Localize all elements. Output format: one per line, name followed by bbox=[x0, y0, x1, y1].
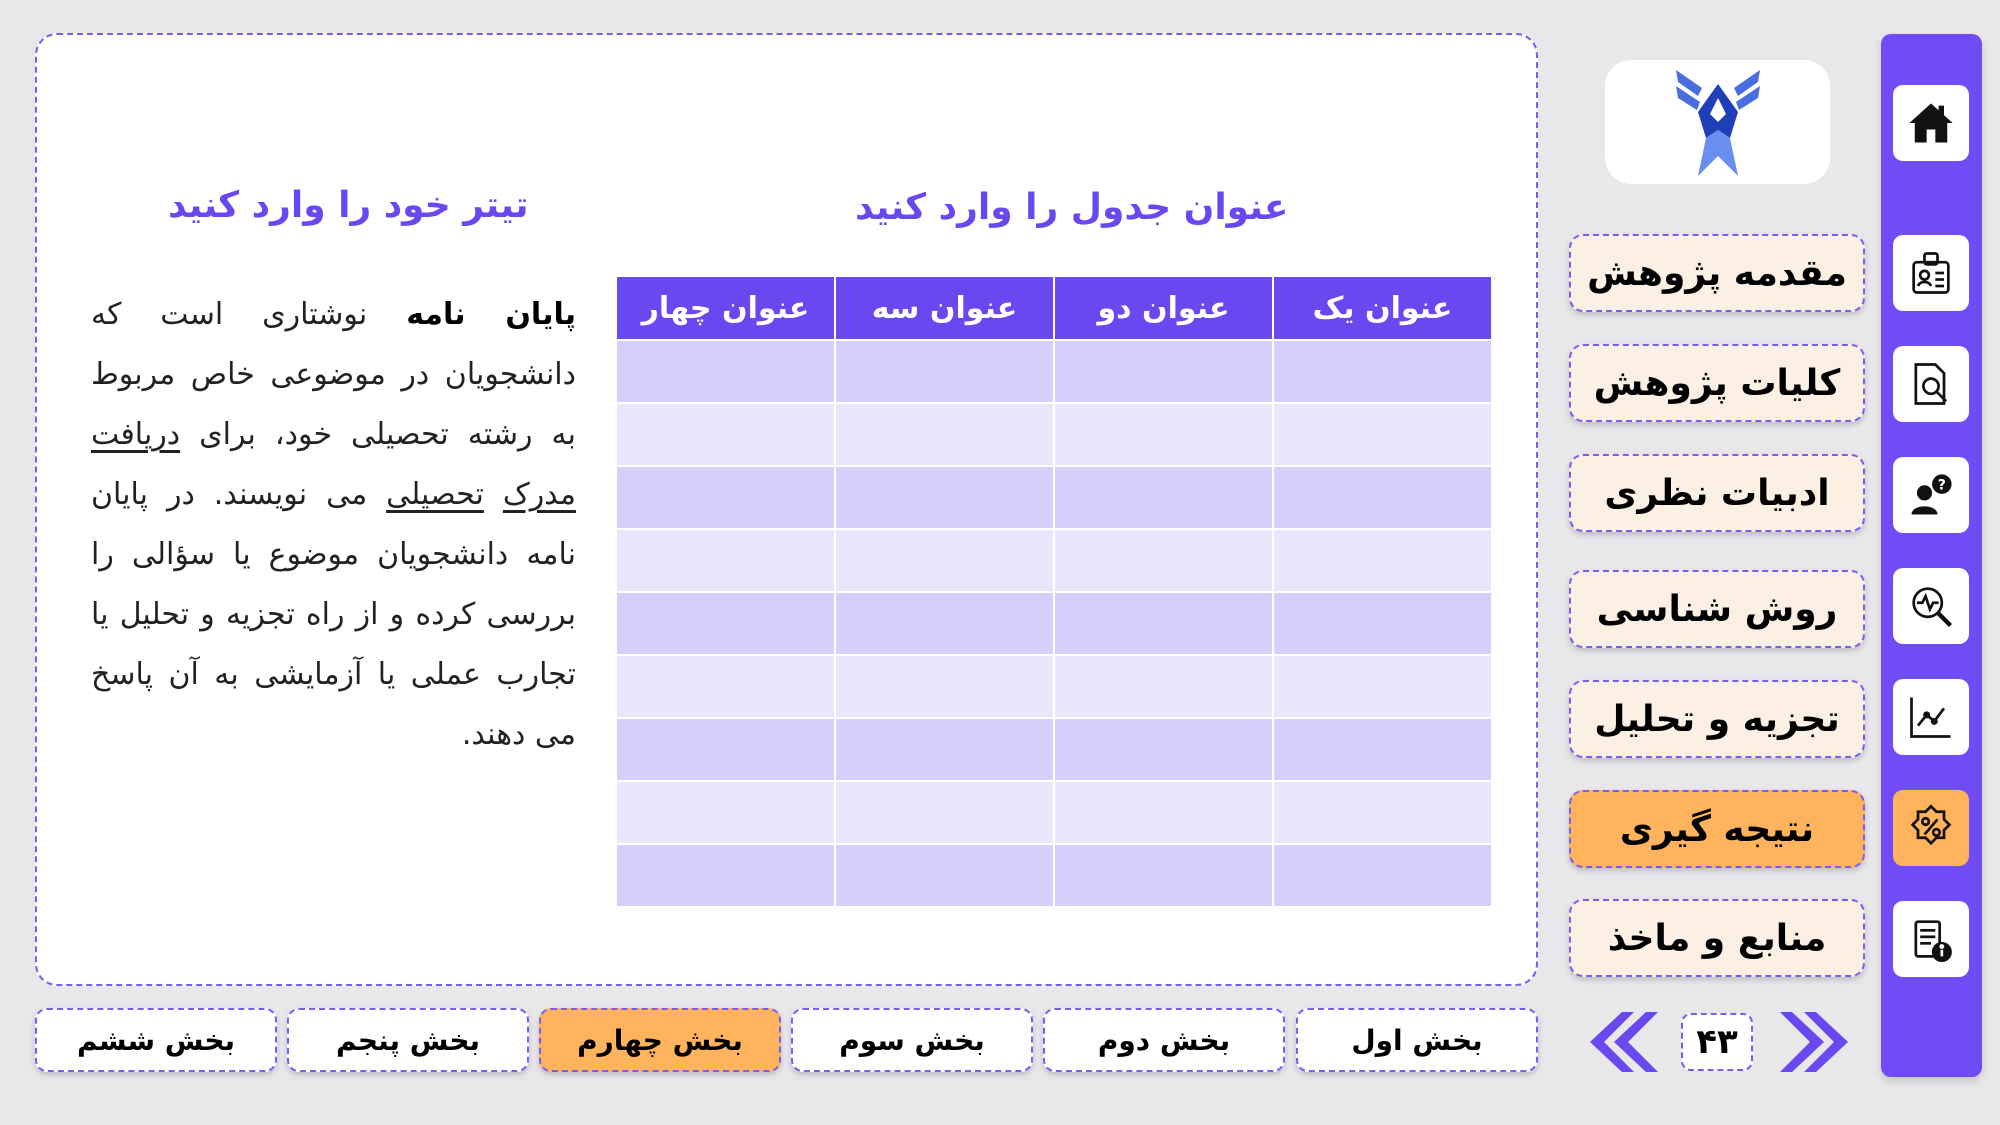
body-bold-lead: پایان نامه bbox=[406, 297, 576, 332]
table-cell[interactable] bbox=[1054, 781, 1273, 844]
table-cell[interactable] bbox=[1054, 466, 1273, 529]
table-cell[interactable] bbox=[835, 403, 1054, 466]
table-cell[interactable] bbox=[1273, 718, 1492, 781]
body-text-part1: نوشتاری است که دانشجویان در موضوعی خاص مربوط به رشته تحصیلی خود، برای bbox=[91, 297, 576, 452]
tab-part-5[interactable]: بخش پنجم bbox=[287, 1008, 529, 1072]
double-chevron-left-icon[interactable] bbox=[1582, 1008, 1658, 1076]
body-link-1[interactable]: دریافت مدرک bbox=[91, 417, 576, 512]
tab-part-1[interactable]: بخش اول bbox=[1296, 1008, 1538, 1072]
table-cell[interactable] bbox=[616, 718, 835, 781]
page-number: ۴۳ bbox=[1681, 1013, 1753, 1071]
rail-methodology-button[interactable] bbox=[1893, 568, 1969, 644]
table-cell[interactable] bbox=[616, 844, 835, 907]
table-body bbox=[616, 340, 1492, 907]
percent-badge-icon bbox=[1905, 802, 1957, 854]
table-cell[interactable] bbox=[1054, 592, 1273, 655]
tab-part-6[interactable]: بخش ششم bbox=[35, 1008, 277, 1072]
menu-item-generalities[interactable]: کلیات پژوهش bbox=[1569, 344, 1865, 422]
body-text-part2 bbox=[484, 477, 503, 512]
table-row bbox=[616, 781, 1492, 844]
rail-literature-button[interactable] bbox=[1893, 457, 1969, 533]
table-row bbox=[616, 718, 1492, 781]
table-cell[interactable] bbox=[1273, 529, 1492, 592]
table-cell[interactable] bbox=[1273, 403, 1492, 466]
table-cell[interactable] bbox=[835, 529, 1054, 592]
tab-part-3[interactable]: بخش سوم bbox=[791, 1008, 1033, 1072]
menu-item-methodology[interactable]: روش شناسی bbox=[1569, 570, 1865, 648]
table-cell[interactable] bbox=[1273, 340, 1492, 403]
table-row bbox=[616, 592, 1492, 655]
university-emblem bbox=[1672, 64, 1764, 180]
magnify-pulse-icon bbox=[1905, 580, 1957, 632]
table-cell[interactable] bbox=[1273, 466, 1492, 529]
table-cell[interactable] bbox=[835, 340, 1054, 403]
rail-generalities-button[interactable] bbox=[1893, 346, 1969, 422]
table-header-row bbox=[616, 276, 1492, 340]
document-search-icon bbox=[1905, 358, 1957, 410]
table-title: عنوان جدول را وارد کنید bbox=[855, 187, 1289, 228]
tab-part-4[interactable]: بخش چهارم bbox=[539, 1008, 781, 1072]
table-cell[interactable] bbox=[616, 403, 835, 466]
data-table bbox=[615, 275, 1493, 908]
table-row bbox=[616, 340, 1492, 403]
table-row bbox=[616, 466, 1492, 529]
table-cell[interactable] bbox=[1054, 718, 1273, 781]
menu-item-references[interactable]: منابع و ماخذ bbox=[1569, 899, 1865, 977]
home-icon bbox=[1905, 97, 1957, 149]
table-cell[interactable] bbox=[1273, 844, 1492, 907]
body-text-part3: می نویسند. در پایان نامه دانشجویان موضوع یا سؤالی را بررسی کرده و از راه تجزیه و تحلیل یا تجارب عملی یا آزمایشی به آن پاسخ می دهند. bbox=[91, 477, 576, 752]
table-cell[interactable] bbox=[616, 781, 835, 844]
content-card bbox=[35, 33, 1538, 986]
svg-text:?: ? bbox=[1937, 477, 1946, 494]
table-cell[interactable] bbox=[835, 844, 1054, 907]
table-row bbox=[616, 844, 1492, 907]
table-cell[interactable] bbox=[835, 781, 1054, 844]
icon-rail bbox=[1881, 34, 1982, 1077]
body-paragraph bbox=[91, 285, 576, 765]
rail-conclusion-button[interactable] bbox=[1893, 790, 1969, 866]
user-question-icon bbox=[1905, 469, 1957, 521]
table-cell[interactable] bbox=[1054, 844, 1273, 907]
body-link-2[interactable]: تحصیلی bbox=[386, 477, 484, 512]
table-row bbox=[616, 529, 1492, 592]
rail-home-button[interactable] bbox=[1893, 85, 1969, 161]
logo-card bbox=[1605, 60, 1830, 184]
table-cell[interactable] bbox=[1273, 655, 1492, 718]
table-cell[interactable] bbox=[835, 655, 1054, 718]
table-header-cell: عنوان یک bbox=[1273, 276, 1492, 340]
table-row bbox=[616, 655, 1492, 718]
menu-item-conclusion[interactable]: نتیجه گیری bbox=[1569, 790, 1865, 868]
table-cell[interactable] bbox=[616, 529, 835, 592]
table-cell[interactable] bbox=[1054, 403, 1273, 466]
table-cell[interactable] bbox=[835, 592, 1054, 655]
rail-intro-button[interactable] bbox=[1893, 235, 1969, 311]
table-row bbox=[616, 403, 1492, 466]
side-title: تیتر خود را وارد کنید bbox=[168, 185, 529, 226]
tab-part-2[interactable]: بخش دوم bbox=[1043, 1008, 1285, 1072]
menu-item-intro[interactable]: مقدمه پژوهش bbox=[1569, 234, 1865, 312]
table-header-cell: عنوان چهار bbox=[616, 276, 835, 340]
document-info-icon bbox=[1905, 913, 1957, 965]
table-cell[interactable] bbox=[1273, 592, 1492, 655]
table-cell[interactable] bbox=[616, 655, 835, 718]
menu-item-analysis[interactable]: تجزیه و تحلیل bbox=[1569, 680, 1865, 758]
rail-analysis-button[interactable] bbox=[1893, 679, 1969, 755]
double-chevron-right-icon[interactable] bbox=[1780, 1008, 1856, 1076]
table-cell[interactable] bbox=[616, 340, 835, 403]
menu-item-literature[interactable]: ادبیات نظری bbox=[1569, 454, 1865, 532]
table-cell[interactable] bbox=[616, 592, 835, 655]
table-cell[interactable] bbox=[1054, 529, 1273, 592]
table-cell[interactable] bbox=[616, 466, 835, 529]
id-card-icon bbox=[1905, 247, 1957, 299]
table-cell[interactable] bbox=[1273, 781, 1492, 844]
table-cell[interactable] bbox=[1054, 340, 1273, 403]
rail-references-button[interactable] bbox=[1893, 901, 1969, 977]
table-cell[interactable] bbox=[835, 466, 1054, 529]
line-chart-icon bbox=[1905, 691, 1957, 743]
table-cell[interactable] bbox=[1054, 655, 1273, 718]
table-cell[interactable] bbox=[835, 718, 1054, 781]
table-header-cell: عنوان سه bbox=[835, 276, 1054, 340]
table-header-cell: عنوان دو bbox=[1054, 276, 1273, 340]
